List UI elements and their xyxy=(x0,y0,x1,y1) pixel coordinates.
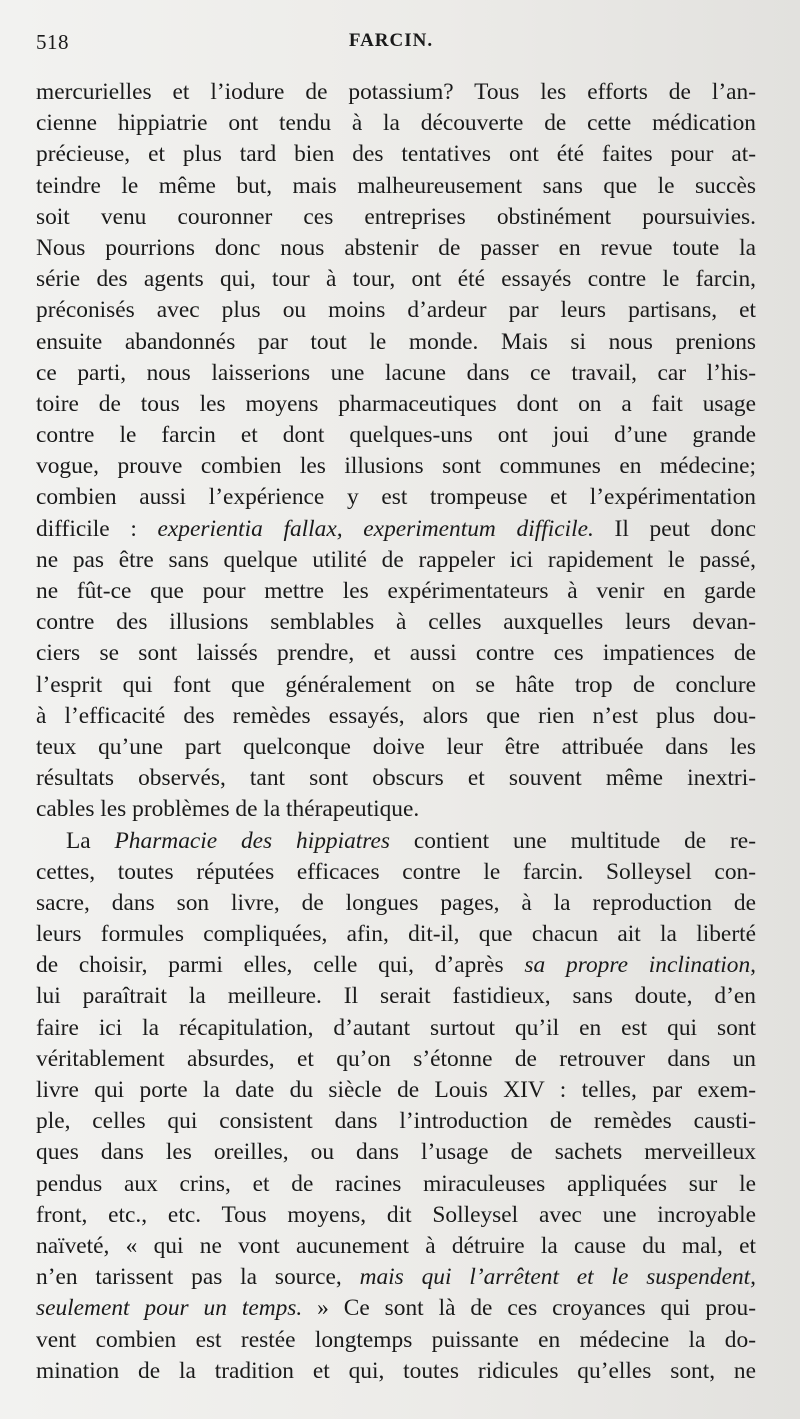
text-segment: La xyxy=(66,827,115,854)
text-line xyxy=(36,1262,756,1293)
italic-segment: mais qui l’arrêtent et le suspendent, xyxy=(359,1264,756,1291)
running-title: FARCIN. xyxy=(348,30,434,51)
body-text xyxy=(36,77,756,1397)
text-line: mercurielles et l’iodure de potassium? Tous les efforts de l’an- xyxy=(36,79,756,105)
text-line: lui paraîtrait la meilleure. Il serait fastidieux, sans doute, d’en xyxy=(36,983,756,1010)
text-segment: difficile : xyxy=(36,515,158,542)
text-line: contre des illusions semblables à celles auxquelles leurs devan- xyxy=(36,609,756,636)
text-line: toire de tous les moyens pharmaceutiques dont on a fait usage xyxy=(36,390,756,417)
italic-segment: experientia fallax, experimentum difficile. xyxy=(157,515,594,542)
text-line: ne pas être sans quelque utilité de rappeler ici rapidement le passé, xyxy=(36,546,756,573)
text-line: sacre, dans son livre, de longues pages, à la reproduction de xyxy=(36,889,756,916)
text-line: véritablement absurdes, et qu’on s’étonne de retrouver dans un xyxy=(36,1045,756,1072)
text-line: ensuite abandonnés par tout le monde. Mais si nous prenions xyxy=(36,328,756,355)
text-line: mination de la tradition et qui, toutes ridicules qu’elles sont, ne xyxy=(36,1357,756,1384)
text-line: ne fût-ce que pour mettre les expérimentateurs à venir en garde xyxy=(36,578,756,604)
text-line: à l’efficacité des remèdes essayés, alors que rien n’est plus dou- xyxy=(36,702,756,729)
text-line: vent combien est restée longtemps puissante en médecine la do- xyxy=(36,1326,756,1353)
text-line: ce parti, nous laisserions une lacune dans ce travail, car l’his- xyxy=(36,359,756,386)
text-line xyxy=(36,514,756,545)
text-line: faire ici la récapitulation, d’autant surtout qu’il en est qui sont xyxy=(36,1014,756,1041)
text-segment: n’en tarissent pas la source, xyxy=(36,1264,360,1291)
text-line: pendus aux crins, et de racines miraculeuses appliquées sur le xyxy=(36,1170,756,1197)
text-line: ques dans les oreilles, ou dans l’usage de sachets merveilleux xyxy=(36,1139,756,1166)
italic-segment: Pharmacie des hippiatres xyxy=(114,827,390,854)
page-number: 518 xyxy=(36,30,69,54)
text-line: résultats observés, tant sont obscurs et souvent même inextri- xyxy=(36,765,756,792)
text-segment: de choisir, parmi elles, celle qui, d’après xyxy=(36,952,525,979)
italic-segment: seulement pour un temps. xyxy=(36,1295,303,1322)
text-line: préconisés avec plus ou moins d’ardeur par leurs partisans, et xyxy=(36,297,756,324)
text-line: naïveté, « qui ne vont aucunement à détruire la cause du mal, et xyxy=(36,1232,756,1259)
text-line: série des agents qui, tour à tour, ont été essayés contre le farcin, xyxy=(36,266,756,293)
text-segment: » Ce sont là de ces croyances qui prou- xyxy=(302,1295,756,1322)
text-segment: Il peut donc xyxy=(593,515,756,542)
text-line: teindre le même but, mais malheureusement sans que le succès xyxy=(36,172,756,199)
text-line: l’esprit qui font que généralement on se hâte trop de conclure xyxy=(36,671,756,698)
page-header xyxy=(36,30,746,60)
text-line: Nous pourrions donc nous abstenir de passer en revue toute la xyxy=(36,234,756,261)
text-line xyxy=(36,950,756,981)
text-line: soit venu couronner ces entreprises obstinément poursuivies. xyxy=(36,203,756,230)
text-line: cienne hippiatrie ont tendu à la découverte de cette médication xyxy=(36,110,756,137)
text-line: cettes, toutes réputées efficaces contre le farcin. Solleysel con- xyxy=(36,858,756,885)
text-line: teux qu’une part quelconque doive leur être attribuée dans les xyxy=(36,733,756,760)
text-line xyxy=(36,1293,756,1324)
text-line xyxy=(36,826,756,857)
text-line: front, etc., etc. Tous moyens, dit Solleysel avec une incroyable xyxy=(36,1201,756,1228)
text-line: ciers se sont laissés prendre, et aussi contre ces impatiences de xyxy=(36,640,756,667)
italic-segment: sa propre inclination, xyxy=(524,952,756,979)
text-line: précieuse, et plus tard bien des tentatives ont été faites pour at- xyxy=(36,141,756,168)
text-line: combien aussi l’expérience y est trompeuse et l’expérimentation xyxy=(36,484,756,511)
text-line: contre le farcin et dont quelques-uns ont joui d’une grande xyxy=(36,422,756,449)
text-line: livre qui porte la date du siècle de Louis XIV : telles, par exem- xyxy=(36,1077,756,1103)
text-segment: contient une multitude de re- xyxy=(390,827,756,854)
text-line: cables les problèmes de la thérapeutique. xyxy=(36,796,420,823)
text-line: leurs formules compliquées, afin, dit-il, que chacun ait la liberté xyxy=(36,921,756,948)
text-line: ple, celles qui consistent dans l’introduction de remèdes causti- xyxy=(36,1108,756,1135)
text-line: vogue, prouve combien les illusions sont communes en médecine; xyxy=(36,453,756,480)
